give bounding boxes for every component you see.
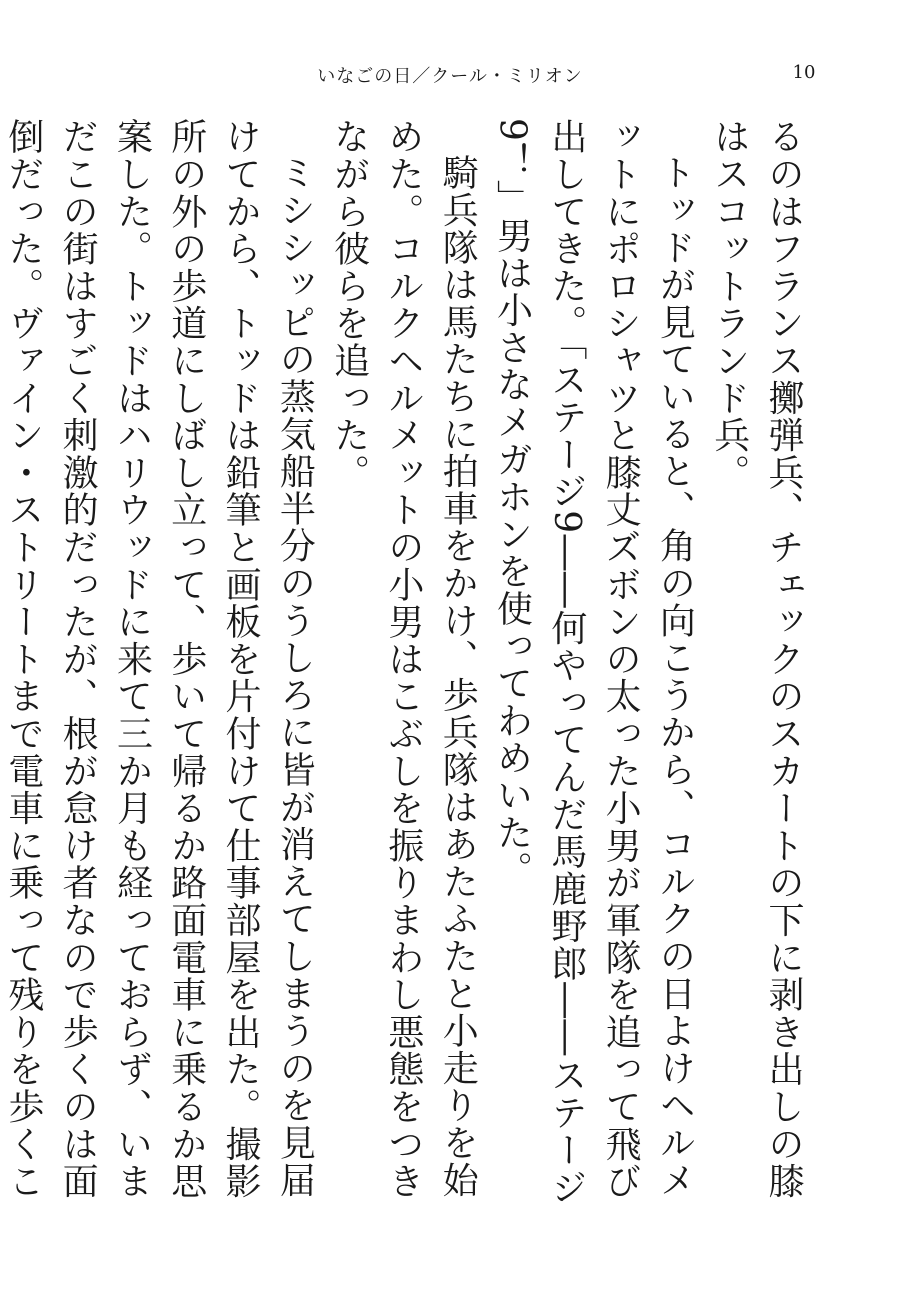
paragraph: 騎兵隊は馬たちに拍車をかけ、歩兵隊はあたふたと小走りを始めた。コルクヘルメットの小男はこぶしを振りまわし悪態をつきながら彼らを追った。	[328, 118, 479, 1200]
paragraph: トッドが見ていると、角の向こうから、コルクの日よけヘルメットにポロシャツと膝丈ズボンの太った小男が軍隊を追って飛び出してきた。「ステージ9――何やってんだ馬鹿野郎――ステージ9！」男は小さなメガホンを使ってわめいた。	[491, 118, 696, 1206]
page-number: 10	[792, 62, 816, 83]
paragraph: るのはフランス擲弾兵、チェックのスカートの下に剥き出しの膝はスコットランド兵。	[708, 118, 804, 1200]
body-text	[2, 118, 810, 1228]
paragraph: ミシシッピの蒸気船半分のうしろに皆が消えてしまうのを見届けてから、トッドは鉛筆と画板を片付けて仕事部屋を出た。撮影所の外の歩道にしばし立って、歩いて帰るか路面電車に乗るか思案した。トッドはハリウッドに来て三か月も経っておらず、いまだこの街はすごく刺激的だったが、根が怠け者なので歩くのは面倒だった。ヴァイン・ストリートまで電車に乗って残りを歩くこ	[2, 118, 316, 1200]
book-title: いなごの日／クール・ミリオン	[317, 66, 583, 87]
